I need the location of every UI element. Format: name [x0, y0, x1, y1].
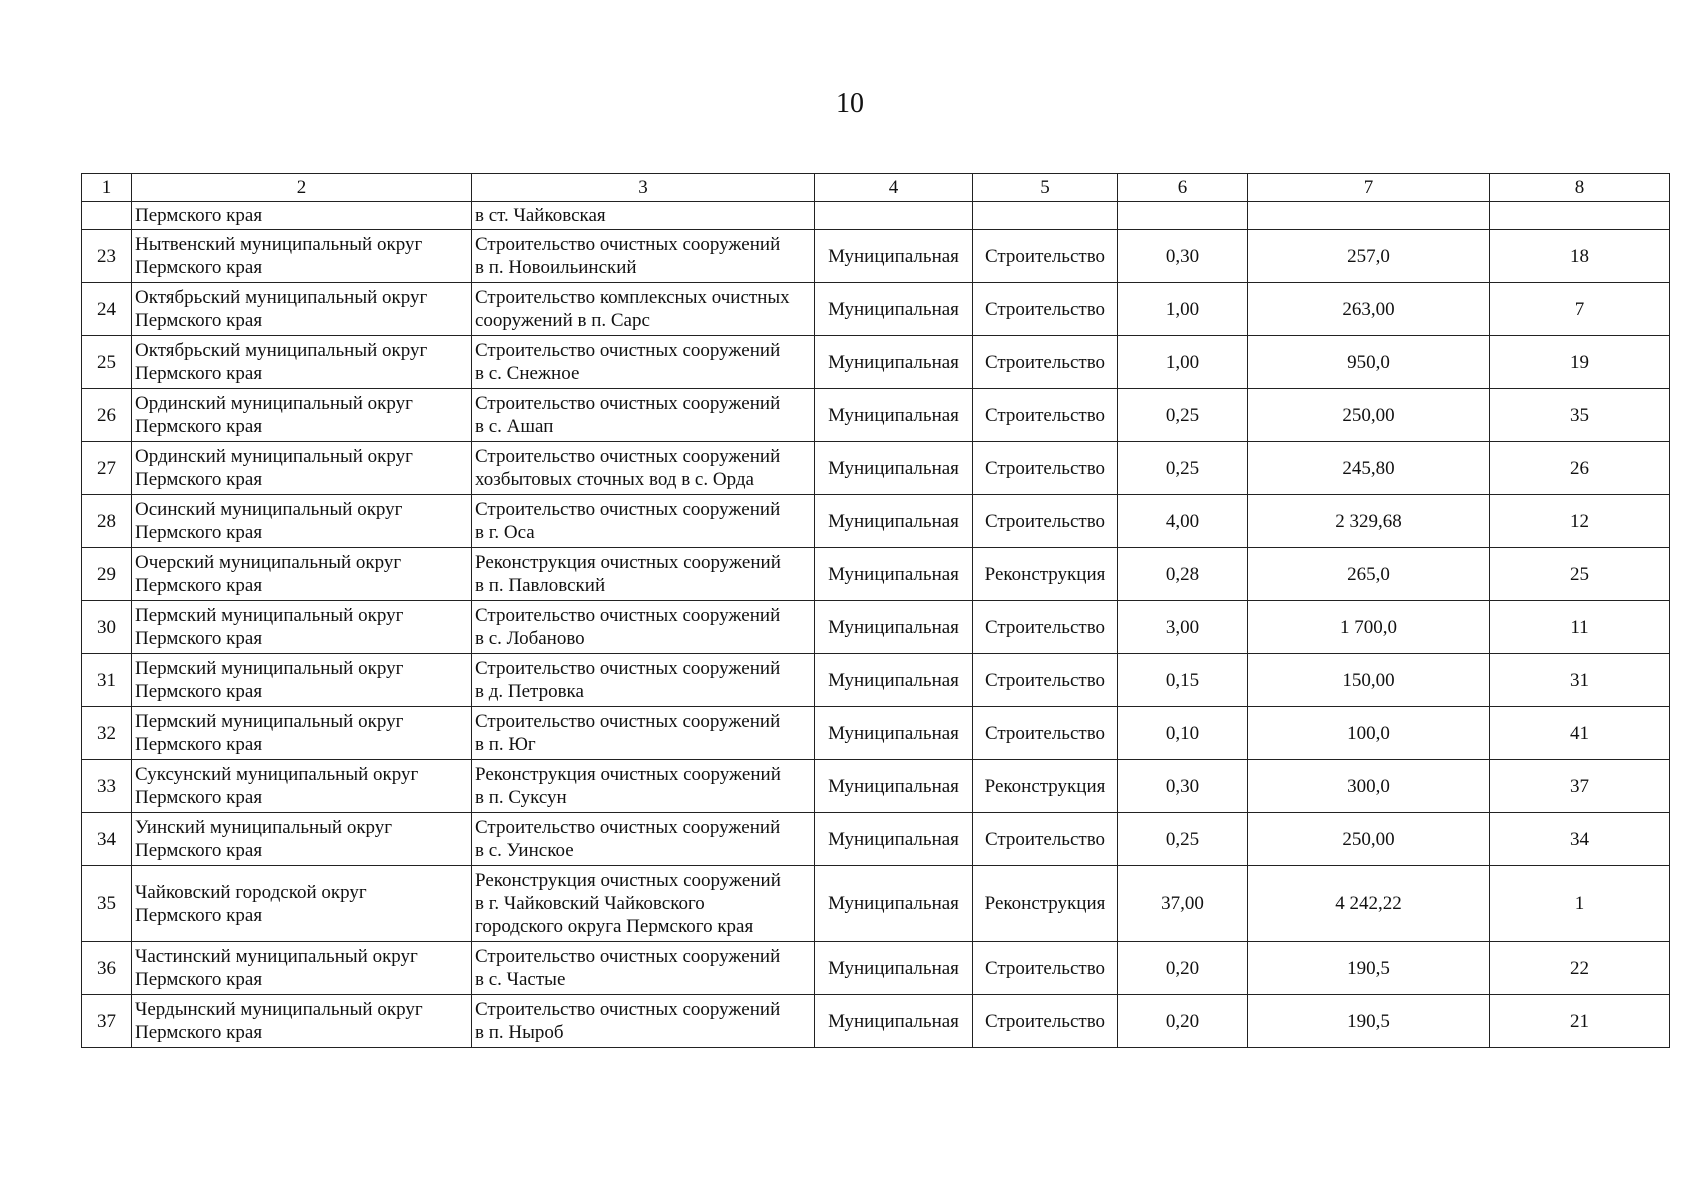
capacity: 0,25 — [1118, 813, 1248, 866]
cost: 950,0 — [1248, 336, 1490, 389]
capacity: 0,30 — [1118, 760, 1248, 813]
object-name — [472, 707, 815, 760]
object-name-line: в п. Ныроб — [475, 1022, 564, 1043]
object-name-line: в п. Суксун — [475, 787, 567, 808]
district-name-line: Пермский муниципальный округ — [135, 658, 404, 679]
column-number: 4 — [815, 174, 973, 202]
capacity: 0,20 — [1118, 942, 1248, 995]
object-name-line: Реконструкция очистных сооружений — [475, 764, 781, 785]
district-name-line: Осинский муниципальный округ — [135, 499, 403, 520]
continuation-row — [82, 202, 1670, 230]
object-name-line: в с. Частые — [475, 969, 566, 990]
work-type: Реконструкция — [973, 760, 1118, 813]
work-type: Строительство — [973, 601, 1118, 654]
ownership: Муниципальная — [815, 942, 973, 995]
row-number: 23 — [82, 230, 132, 283]
object-name — [472, 495, 815, 548]
rank: 19 — [1490, 336, 1670, 389]
cost: 265,0 — [1248, 548, 1490, 601]
ownership: Муниципальная — [815, 389, 973, 442]
object-name-line: Строительство очистных сооружений — [475, 658, 781, 679]
district-name-line: Суксунский муниципальный округ — [135, 764, 419, 785]
table-row — [82, 654, 1670, 707]
district-name-line: Чердынский муниципальный округ — [135, 999, 423, 1020]
cost: 190,5 — [1248, 995, 1490, 1048]
district-name-line: Пермского края — [135, 469, 263, 490]
object-name-line: Строительство очистных сооружений — [475, 446, 781, 467]
district-name — [132, 336, 472, 389]
district-name — [132, 283, 472, 336]
object-name — [472, 654, 815, 707]
cost: 4 242,22 — [1248, 866, 1490, 942]
capacity: 1,00 — [1118, 336, 1248, 389]
ownership: Муниципальная — [815, 548, 973, 601]
row-number: 27 — [82, 442, 132, 495]
capacity: 4,00 — [1118, 495, 1248, 548]
district-name — [132, 601, 472, 654]
district-name-line: Пермского края — [135, 628, 263, 649]
object-name-line: Строительство очистных сооружений — [475, 499, 781, 520]
cost: 250,00 — [1248, 389, 1490, 442]
district-name-line: Пермского края — [135, 1022, 263, 1043]
row-number: 35 — [82, 866, 132, 942]
object-name — [472, 336, 815, 389]
district-name — [132, 548, 472, 601]
table-row — [82, 760, 1670, 813]
object-name-line: в п. Новоильинский — [475, 257, 637, 278]
object-name-line: Строительство очистных сооружений — [475, 999, 781, 1020]
object-name-line: Реконструкция очистных сооружений — [475, 552, 781, 573]
district-name-line: Пермского края — [135, 840, 263, 861]
object-name-line: Строительство очистных сооружений — [475, 711, 781, 732]
ownership: Муниципальная — [815, 336, 973, 389]
district-name-line: Пермского края — [135, 787, 263, 808]
object-name — [472, 942, 815, 995]
continuation-district: Пермского края — [132, 202, 472, 230]
table-row — [82, 813, 1670, 866]
column-number: 7 — [1248, 174, 1490, 202]
district-name — [132, 995, 472, 1048]
row-number: 29 — [82, 548, 132, 601]
rank: 31 — [1490, 654, 1670, 707]
cost: 245,80 — [1248, 442, 1490, 495]
district-name-line: Пермский муниципальный округ — [135, 711, 404, 732]
capacity: 0,28 — [1118, 548, 1248, 601]
district-name-line: Нытвенский муниципальный округ — [135, 234, 423, 255]
object-name — [472, 760, 815, 813]
district-name — [132, 813, 472, 866]
row-number: 24 — [82, 283, 132, 336]
object-name — [472, 601, 815, 654]
capacity: 0,15 — [1118, 654, 1248, 707]
table-row — [82, 866, 1670, 942]
table-row — [82, 283, 1670, 336]
rank: 1 — [1490, 866, 1670, 942]
table-body — [82, 174, 1670, 1048]
column-number: 6 — [1118, 174, 1248, 202]
object-name — [472, 995, 815, 1048]
continuation-object: в ст. Чайковская — [472, 202, 815, 230]
object-name-line: в г. Чайковский Чайковского — [475, 893, 705, 914]
district-name — [132, 654, 472, 707]
table-row — [82, 942, 1670, 995]
ownership: Муниципальная — [815, 283, 973, 336]
district-name-line: Пермского края — [135, 363, 263, 384]
object-name — [472, 548, 815, 601]
capacity: 0,25 — [1118, 389, 1248, 442]
cost: 300,0 — [1248, 760, 1490, 813]
district-name-line: Пермского края — [135, 681, 263, 702]
ownership: Муниципальная — [815, 230, 973, 283]
table-row — [82, 389, 1670, 442]
capacity: 0,20 — [1118, 995, 1248, 1048]
row-number: 37 — [82, 995, 132, 1048]
cell-empty — [82, 202, 132, 230]
work-type: Строительство — [973, 995, 1118, 1048]
ownership: Муниципальная — [815, 760, 973, 813]
data-table — [81, 173, 1670, 1048]
rank: 11 — [1490, 601, 1670, 654]
object-name-line: Строительство очистных сооружений — [475, 234, 781, 255]
ownership: Муниципальная — [815, 654, 973, 707]
work-type: Строительство — [973, 389, 1118, 442]
rank: 21 — [1490, 995, 1670, 1048]
rank: 22 — [1490, 942, 1670, 995]
cell-empty — [815, 202, 973, 230]
work-type: Строительство — [973, 495, 1118, 548]
capacity: 0,25 — [1118, 442, 1248, 495]
column-number: 3 — [472, 174, 815, 202]
object-name — [472, 283, 815, 336]
table-row — [82, 995, 1670, 1048]
cost: 263,00 — [1248, 283, 1490, 336]
row-number: 25 — [82, 336, 132, 389]
rank: 41 — [1490, 707, 1670, 760]
work-type: Строительство — [973, 283, 1118, 336]
district-name — [132, 942, 472, 995]
district-name-line: Ординский муниципальный округ — [135, 446, 413, 467]
rank: 34 — [1490, 813, 1670, 866]
district-name — [132, 442, 472, 495]
object-name-line: в с. Уинское — [475, 840, 574, 861]
object-name-line: в д. Петровка — [475, 681, 584, 702]
capacity: 0,30 — [1118, 230, 1248, 283]
cost: 2 329,68 — [1248, 495, 1490, 548]
cell-empty — [1118, 202, 1248, 230]
object-name — [472, 866, 815, 942]
district-name-line: Очерский муниципальный округ — [135, 552, 402, 573]
district-name — [132, 495, 472, 548]
work-type: Строительство — [973, 813, 1118, 866]
district-name-line: Пермского края — [135, 416, 263, 437]
district-name — [132, 866, 472, 942]
object-name — [472, 230, 815, 283]
table-row — [82, 230, 1670, 283]
table-row — [82, 601, 1670, 654]
row-number: 26 — [82, 389, 132, 442]
cost: 250,00 — [1248, 813, 1490, 866]
ownership: Муниципальная — [815, 442, 973, 495]
cost: 150,00 — [1248, 654, 1490, 707]
district-name-line: Октябрьский муниципальный округ — [135, 340, 428, 361]
object-name — [472, 442, 815, 495]
capacity: 1,00 — [1118, 283, 1248, 336]
cell-empty — [1248, 202, 1490, 230]
column-number: 8 — [1490, 174, 1670, 202]
object-name-line: в п. Юг — [475, 734, 536, 755]
ownership: Муниципальная — [815, 495, 973, 548]
cell-empty — [973, 202, 1118, 230]
row-number: 32 — [82, 707, 132, 760]
ownership: Муниципальная — [815, 995, 973, 1048]
ownership: Муниципальная — [815, 866, 973, 942]
object-name-line: Строительство очистных сооружений — [475, 393, 781, 414]
capacity: 0,10 — [1118, 707, 1248, 760]
rank: 35 — [1490, 389, 1670, 442]
district-name-line: Чайковский городской округ — [135, 881, 367, 903]
district-name-line: Пермского края — [135, 257, 263, 278]
district-name-line: Октябрьский муниципальный округ — [135, 287, 428, 308]
work-type: Строительство — [973, 942, 1118, 995]
district-name-line: Пермский муниципальный округ — [135, 605, 404, 626]
object-name-line: в с. Ашап — [475, 416, 554, 437]
object-name-line: хозбытовых сточных вод в с. Орда — [475, 469, 754, 490]
cost: 1 700,0 — [1248, 601, 1490, 654]
ownership: Муниципальная — [815, 707, 973, 760]
work-type: Строительство — [973, 336, 1118, 389]
rank: 7 — [1490, 283, 1670, 336]
object-name-line: Строительство очистных сооружений — [475, 340, 781, 361]
district-name-line: Пермского края — [135, 904, 263, 926]
district-name-line: Пермского края — [135, 575, 263, 596]
table-row — [82, 707, 1670, 760]
district-name-line: Уинский муниципальный округ — [135, 817, 393, 838]
object-name-line: Строительство очистных сооружений — [475, 605, 781, 626]
district-name-line: Пермского края — [135, 734, 263, 755]
row-number: 36 — [82, 942, 132, 995]
work-type: Реконструкция — [973, 866, 1118, 942]
work-type: Реконструкция — [973, 548, 1118, 601]
object-name-line: городского округа Пермского края — [475, 916, 754, 937]
object-name-line: сооружений в п. Сарс — [475, 310, 650, 331]
rank: 26 — [1490, 442, 1670, 495]
object-name — [472, 389, 815, 442]
district-name-line: Ординский муниципальный округ — [135, 393, 413, 414]
row-number: 30 — [82, 601, 132, 654]
object-name-line: Строительство комплексных очистных — [475, 287, 790, 308]
rank: 37 — [1490, 760, 1670, 813]
row-number: 34 — [82, 813, 132, 866]
table-row — [82, 442, 1670, 495]
cost: 190,5 — [1248, 942, 1490, 995]
page-number: 10 — [836, 88, 864, 119]
district-name — [132, 389, 472, 442]
work-type: Строительство — [973, 230, 1118, 283]
object-name — [472, 813, 815, 866]
work-type: Строительство — [973, 442, 1118, 495]
object-name-line: Строительство очистных сооружений — [475, 946, 781, 967]
object-name-line: в с. Снежное — [475, 363, 580, 384]
work-type: Строительство — [973, 654, 1118, 707]
cell-empty — [1490, 202, 1670, 230]
row-number: 31 — [82, 654, 132, 707]
district-name — [132, 760, 472, 813]
table-row — [82, 495, 1670, 548]
rank: 12 — [1490, 495, 1670, 548]
capacity: 3,00 — [1118, 601, 1248, 654]
district-name-line: Частинский муниципальный округ — [135, 946, 418, 967]
rank: 25 — [1490, 548, 1670, 601]
district-name — [132, 707, 472, 760]
column-number: 2 — [132, 174, 472, 202]
row-number: 28 — [82, 495, 132, 548]
ownership: Муниципальная — [815, 813, 973, 866]
capacity: 37,00 — [1118, 866, 1248, 942]
district-name — [132, 230, 472, 283]
object-name-line: Строительство очистных сооружений — [475, 817, 781, 838]
object-name-line: Реконструкция очистных сооружений — [475, 870, 781, 891]
row-number: 33 — [82, 760, 132, 813]
table-row — [82, 548, 1670, 601]
work-type: Строительство — [973, 707, 1118, 760]
district-name-line: Пермского края — [135, 522, 263, 543]
column-number: 5 — [973, 174, 1118, 202]
table-row — [82, 336, 1670, 389]
object-name-line: в п. Павловский — [475, 575, 606, 596]
district-name-line: Пермского края — [135, 969, 263, 990]
column-number-row — [82, 174, 1670, 202]
column-number: 1 — [82, 174, 132, 202]
object-name-line: в с. Лобаново — [475, 628, 585, 649]
ownership: Муниципальная — [815, 601, 973, 654]
rank: 18 — [1490, 230, 1670, 283]
object-name-line: в г. Оса — [475, 522, 535, 543]
district-name-line: Пермского края — [135, 310, 263, 331]
cost: 100,0 — [1248, 707, 1490, 760]
cost: 257,0 — [1248, 230, 1490, 283]
